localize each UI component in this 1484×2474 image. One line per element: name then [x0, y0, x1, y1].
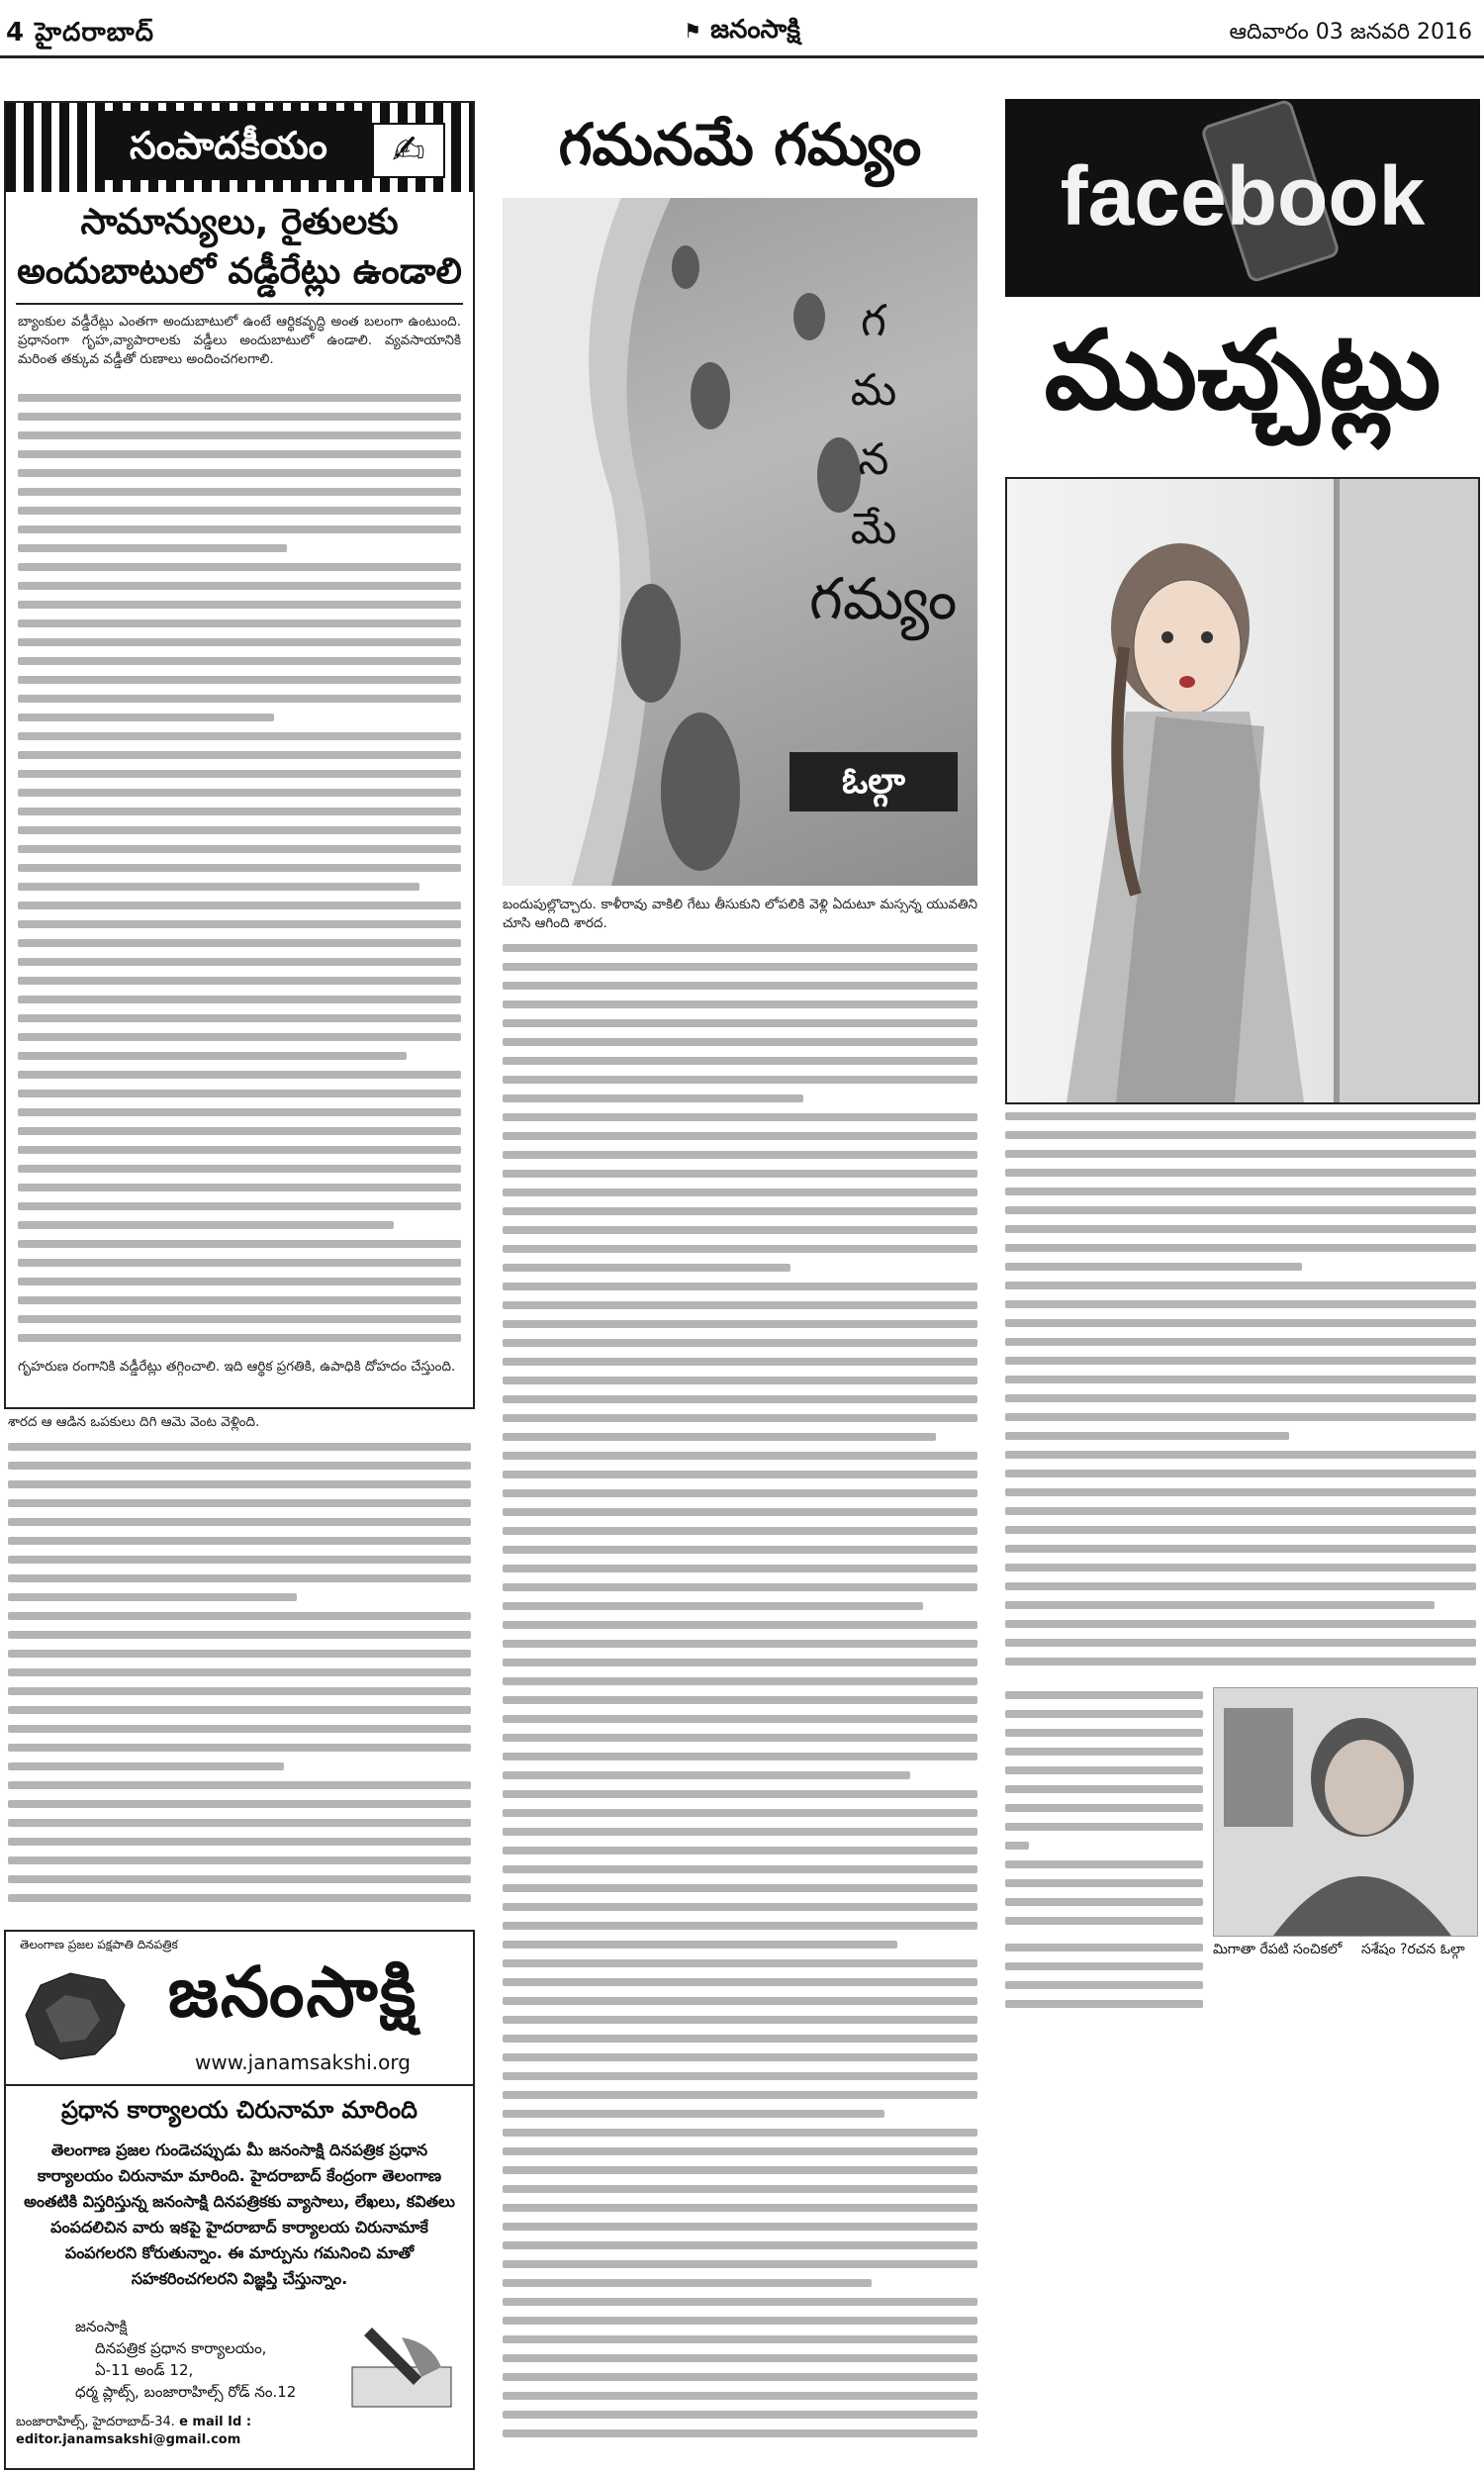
- text-line: [503, 1565, 977, 1572]
- ad-address-line-5: [16, 2415, 463, 2447]
- ad-tagline: తెలంగాణ ప్రజల పక్షపాతి దినపత్రిక: [20, 1938, 178, 1951]
- text-line: [18, 1052, 407, 1060]
- text-line: [18, 996, 461, 1003]
- feature-body-lines-top: [1005, 1108, 1476, 1682]
- story-continuation-lines: [8, 1439, 471, 1914]
- text-line: [1005, 1263, 1302, 1271]
- text-line: [503, 1621, 977, 1629]
- feature-body-lines-side: [1005, 1687, 1203, 1935]
- text-line: [18, 920, 461, 928]
- masthead-logo: [613, 8, 871, 51]
- text-line: [1005, 1601, 1435, 1609]
- text-line: [503, 2354, 977, 2362]
- text-line: [503, 1753, 977, 1760]
- text-line: [1005, 1564, 1476, 1571]
- text-line: [503, 1076, 977, 1084]
- text-line: [503, 2392, 977, 2400]
- text-line: [503, 2166, 977, 2174]
- text-line: [503, 1264, 790, 1272]
- editorial-body-opening: బ్యాంకుల వడ్డీరేట్లు ఎంతగా అందుబాటులో ఉంటే ఆర్థికవృద్ధి అంత బలంగా ఉంటుంది. ప్రధానంగా గృహ,వ్యాపారాలకు వడ్డీలు అందుబాటులో ఉండాలి. వ్యవసాయానికి మరింత తక్కువ వడ్డీతో రుణాలు అందించగలగాలి.: [18, 314, 461, 368]
- text-line: [8, 1537, 471, 1545]
- text-line: [18, 1165, 461, 1173]
- text-line: [8, 1668, 471, 1676]
- text-line: [503, 1922, 977, 1930]
- text-line: [18, 413, 461, 421]
- story-body-lines: [503, 940, 977, 2459]
- text-line: [18, 563, 461, 571]
- vertical-letter-3: న: [858, 434, 889, 485]
- text-line: [503, 1395, 977, 1403]
- text-line: [18, 601, 461, 609]
- text-line: [1005, 1729, 1203, 1737]
- text-line: [503, 1320, 977, 1328]
- text-line: [8, 1556, 471, 1564]
- text-line: [1005, 1357, 1476, 1365]
- text-line: [503, 982, 977, 990]
- text-line: [1005, 1879, 1203, 1887]
- editorial-headline-1: సామాన్యులు, రైతులకు: [80, 202, 399, 242]
- text-line: [18, 1108, 461, 1116]
- text-line: [503, 963, 977, 971]
- ad-divider: [6, 2084, 473, 2086]
- text-line: [503, 1903, 977, 1911]
- text-line: [1005, 2000, 1203, 2008]
- text-line: [1005, 1432, 1289, 1440]
- photo-caption: సశేషం ?రచన ఓల్గా: [1361, 1942, 1465, 1957]
- editorial-body-closing: గృహరుణ రంగానికి వడ్డీరేట్లు తగ్గించాలి. ఇది ఆర్థిక ప్రగతికి, ఉపాధికి దోహదం చేస్తుంది.: [18, 1359, 456, 1375]
- text-line: [503, 1489, 977, 1497]
- text-line: [1005, 1962, 1203, 1970]
- text-line: [503, 1884, 977, 1892]
- text-line: [503, 1113, 977, 1121]
- text-line: [503, 2298, 977, 2306]
- text-line: [18, 826, 461, 834]
- text-line: [503, 2185, 977, 2193]
- text-line: [8, 1518, 471, 1526]
- text-line: [1005, 1169, 1476, 1177]
- text-line: [503, 1151, 977, 1159]
- text-line: [1005, 1658, 1476, 1665]
- text-line: [8, 1819, 471, 1827]
- author-box: ఓల్గా: [789, 752, 958, 811]
- feature-illustration: [1005, 477, 1480, 1104]
- text-line: [503, 1771, 910, 1779]
- text-line: [1005, 1582, 1476, 1590]
- text-line: [18, 883, 419, 891]
- text-line: [18, 488, 461, 496]
- ad-box: [4, 1930, 475, 2470]
- telangana-map-icon: [16, 1955, 135, 2074]
- text-line: [1005, 1804, 1203, 1812]
- text-line: [503, 1019, 977, 1027]
- text-line: [18, 1315, 461, 1323]
- text-line: [503, 2317, 977, 2325]
- text-line: [503, 1414, 977, 1422]
- text-line: [18, 394, 461, 402]
- text-line: [503, 1847, 977, 1855]
- text-line: [503, 1659, 977, 1666]
- text-line: [503, 1057, 977, 1065]
- text-line: [18, 808, 461, 815]
- story-continuation: శారద ఆ ఆడిన ఒపకులు దిగి ఆమె వెంట వెళ్లింది.: [8, 1414, 260, 1430]
- issue-date: ఆదివారం 03 జనవరి 2016: [1229, 20, 1472, 45]
- text-line: [503, 1527, 977, 1535]
- text-line: [1005, 1691, 1203, 1699]
- ad-brand: జనంసాక్షి: [167, 1951, 418, 2033]
- text-line: [503, 2016, 977, 2024]
- text-line: [18, 544, 287, 552]
- flag-icon: ⚑: [684, 19, 702, 43]
- text-line: [18, 450, 461, 458]
- text-line: [8, 1875, 471, 1883]
- text-line: [503, 1978, 977, 1986]
- text-line: [18, 1071, 461, 1079]
- feature-body-lines-bottom: [1005, 1940, 1203, 2019]
- text-line: [1005, 1413, 1476, 1421]
- text-line: [503, 2335, 977, 2343]
- ad-address-line-1: జనంసాక్షి: [75, 2318, 128, 2335]
- text-line: [8, 1894, 471, 1902]
- text-line: [8, 1499, 471, 1507]
- text-line: [1005, 1823, 1203, 1831]
- text-line: [503, 1809, 977, 1817]
- text-line: [503, 2129, 977, 2137]
- text-line: [503, 2110, 884, 2118]
- vertical-letter-5: గమ్యం: [809, 565, 958, 632]
- text-line: [1005, 1376, 1476, 1383]
- text-line: [503, 1508, 977, 1516]
- facebook-banner: [1005, 99, 1480, 297]
- text-line: [18, 1033, 461, 1041]
- text-line: [18, 619, 461, 627]
- text-line: [503, 2279, 872, 2287]
- vertical-letter-1: గ: [861, 296, 886, 346]
- page-number-label: 4 హైదరాబాద్: [6, 18, 154, 48]
- text-line: [503, 1715, 977, 1723]
- facebook-word: facebook: [1060, 149, 1426, 242]
- vertical-letter-4: మే: [850, 504, 897, 554]
- story-title: గమనమే గమ్యం: [558, 111, 922, 178]
- text-line: [503, 1452, 977, 1460]
- editorial-banner: [6, 103, 473, 192]
- story-opening: బందుపుల్లొచ్చారు. కాళీరావు వాకిలి గేటు తీసుకుని లోపలికి వెళ్లి ఏదుటూ మస్సన్న యువతిని చూసి ఆగింది శారద.: [503, 897, 977, 932]
- text-line: [1005, 1898, 1203, 1906]
- ad-heading: ప్రధాన కార్యాలయ చిరునామా మారింది: [60, 2096, 417, 2124]
- pen-icon: ✍: [372, 123, 445, 178]
- writing-hand-icon: [342, 2308, 461, 2417]
- ad-address-line-3: ఏ-11 అండ్ 12,: [95, 2361, 194, 2379]
- headline-rule: [16, 303, 463, 305]
- text-line: [1005, 1300, 1476, 1308]
- text-line: [1005, 1488, 1476, 1496]
- text-line: [18, 864, 461, 872]
- text-line: [8, 1838, 471, 1846]
- text-line: [8, 1650, 471, 1658]
- text-line: [503, 1941, 897, 1949]
- text-line: [503, 1132, 977, 1140]
- text-line: [503, 1583, 977, 1591]
- text-line: [1005, 1338, 1476, 1346]
- text-line: [503, 2260, 977, 2268]
- text-line: [1005, 1620, 1476, 1628]
- text-line: [18, 1240, 461, 1248]
- text-line: [1005, 1639, 1476, 1647]
- text-line: [8, 1443, 471, 1451]
- text-line: [8, 1800, 471, 1808]
- text-line: [1005, 1944, 1203, 1951]
- text-line: [503, 1677, 977, 1685]
- text-line: [18, 1334, 461, 1342]
- text-line: [503, 1997, 977, 2005]
- text-line: [8, 1480, 471, 1488]
- text-line: [18, 732, 461, 740]
- text-line: [18, 845, 461, 853]
- text-line: [1005, 1860, 1203, 1868]
- editorial-headline-2: అందుబాటులో వడ్డీరేట్లు ఉండాలి: [17, 251, 462, 292]
- text-line: [503, 1170, 977, 1178]
- text-line: [8, 1462, 471, 1470]
- text-line: [1005, 1131, 1476, 1139]
- text-line: [8, 1593, 297, 1601]
- text-line: [18, 1014, 461, 1022]
- text-line: [503, 2204, 977, 2212]
- text-line: [503, 2411, 977, 2419]
- text-line: [503, 1377, 977, 1384]
- text-line: [503, 944, 977, 952]
- text-line: [1005, 1766, 1203, 1774]
- text-line: [8, 1631, 471, 1639]
- text-line: [18, 638, 461, 646]
- text-line: [503, 1546, 977, 1554]
- text-line: [1005, 1748, 1203, 1756]
- text-line: [1005, 1150, 1476, 1158]
- text-line: [1005, 1981, 1203, 1989]
- text-line: [18, 714, 274, 721]
- text-line: [503, 1471, 977, 1478]
- text-line: [503, 2223, 977, 2231]
- text-line: [8, 1612, 471, 1620]
- author-photo: [1213, 1687, 1478, 1937]
- text-line: [1005, 1188, 1476, 1195]
- text-line: [18, 751, 461, 759]
- text-line: [1005, 1244, 1476, 1252]
- text-line: [8, 1706, 471, 1714]
- text-line: [1005, 1545, 1476, 1553]
- text-line: [503, 1734, 977, 1742]
- text-line: [18, 1221, 394, 1229]
- header-rule: [0, 55, 1484, 58]
- text-line: [1005, 1785, 1203, 1793]
- editorial-body-lines: [18, 390, 461, 1350]
- text-line: [1005, 1394, 1476, 1402]
- text-line: [503, 1602, 923, 1610]
- text-line: [1005, 1470, 1476, 1477]
- ad-body: తెలంగాణ ప్రజల గుండెచప్పుడు మీ జనంసాక్షి దినపత్రిక ప్రధాన కార్యాలయం చిరునామా మారింది. హైదరాబాద్ కేంద్రంగా తెలంగాణ అంతటికి విస్తరిస్తున్న జనంసాక్షి దినపత్రికకు వ్యాసాలు, లేఖలు, కవితలు పంపదలిచిన వారు ఇకపై హైదరాబాద్ కార్యాలయ చిరునామాకే పంపగలరని కోరుతున్నాం. ఈ మార్పును గమనించి మాతో సహకరించగలరని విజ్ఞప్తి చేస్తున్నాం.: [24, 2141, 455, 2288]
- text-line: [18, 1146, 461, 1154]
- ad-city: బంజారాహిల్స్, హైదరాబాద్-34.: [16, 2415, 175, 2429]
- text-line: [18, 507, 461, 515]
- text-line: [503, 1189, 977, 1196]
- text-line: [503, 2035, 977, 2043]
- text-line: [503, 2429, 977, 2437]
- text-line: [8, 1762, 284, 1770]
- masthead-text: జనంసాక్షి: [710, 15, 800, 45]
- text-line: [18, 789, 461, 797]
- text-line: [1005, 1917, 1203, 1925]
- text-line: [503, 1696, 977, 1704]
- text-line: [8, 1574, 471, 1582]
- ad-address-line-2: దినపత్రిక ప్రధాన కార్యాలయం,: [95, 2339, 267, 2357]
- text-line: [503, 1245, 977, 1253]
- text-line: [503, 1339, 977, 1347]
- feature-title: ముచ్చట్లు: [1044, 307, 1441, 433]
- ad-address-line-4: ధర్మ ప్లాట్స్, బంజారాహిల్స్ రోడ్ నం.12: [75, 2383, 297, 2401]
- text-line: [503, 2241, 977, 2249]
- ad-email[interactable]: e mail Id : editor.janamsakshi@gmail.com: [16, 2415, 252, 2447]
- text-line: [18, 695, 461, 703]
- text-line: [1005, 1451, 1476, 1459]
- text-line: [18, 977, 461, 985]
- text-line: [18, 902, 461, 909]
- text-line: [503, 2373, 977, 2381]
- editorial-box: [4, 101, 475, 1409]
- text-line: [18, 939, 461, 947]
- text-line: [8, 1687, 471, 1695]
- text-line: [503, 1038, 977, 1046]
- text-line: [503, 1207, 977, 1215]
- text-line: [8, 1856, 471, 1864]
- text-line: [1005, 1206, 1476, 1214]
- ad-url[interactable]: www.janamsakshi.org: [195, 2050, 411, 2074]
- text-line: [18, 469, 461, 477]
- text-line: [1005, 1842, 1029, 1850]
- text-line: [503, 2072, 977, 2080]
- text-line: [8, 1725, 471, 1733]
- text-line: [18, 1259, 461, 1267]
- text-line: [503, 1094, 803, 1102]
- text-line: [503, 1865, 977, 1873]
- text-line: [8, 1781, 471, 1789]
- text-line: [18, 1127, 461, 1135]
- photo-caption-left: మిగాతా రేపటి సంచికలో: [1213, 1942, 1343, 1957]
- text-line: [18, 431, 461, 439]
- text-line: [503, 1283, 977, 1290]
- text-line: [1005, 1507, 1476, 1515]
- text-line: [18, 1202, 461, 1210]
- text-line: [1005, 1710, 1203, 1718]
- text-line: [18, 1296, 461, 1304]
- text-line: [8, 1744, 471, 1752]
- text-line: [1005, 1282, 1476, 1289]
- ad-address: [75, 2316, 372, 2403]
- text-line: [18, 1090, 461, 1097]
- text-line: [1005, 1112, 1476, 1120]
- text-line: [18, 1184, 461, 1191]
- text-line: [18, 1278, 461, 1285]
- text-line: [18, 958, 461, 966]
- text-line: [18, 582, 461, 590]
- text-line: [503, 1640, 977, 1648]
- text-line: [503, 1790, 977, 1798]
- text-line: [503, 2091, 977, 2099]
- vertical-letter-2: మ: [850, 365, 897, 416]
- text-line: [18, 525, 461, 533]
- text-line: [1005, 1526, 1476, 1534]
- text-line: [503, 1358, 977, 1366]
- text-line: [1005, 1319, 1476, 1327]
- text-line: [18, 676, 461, 684]
- text-line: [503, 1226, 977, 1234]
- text-line: [503, 1828, 977, 1836]
- text-line: [503, 1433, 936, 1441]
- text-line: [503, 1959, 977, 1967]
- text-line: [503, 1000, 977, 1008]
- editorial-section-title: సంపాదకీయం: [95, 111, 362, 180]
- text-line: [503, 2147, 977, 2155]
- text-line: [503, 1301, 977, 1309]
- text-line: [18, 770, 461, 778]
- text-line: [503, 2053, 977, 2061]
- story-image: [503, 198, 977, 886]
- text-line: [18, 657, 461, 665]
- vertical-title: [809, 287, 958, 633]
- text-line: [1005, 1225, 1476, 1233]
